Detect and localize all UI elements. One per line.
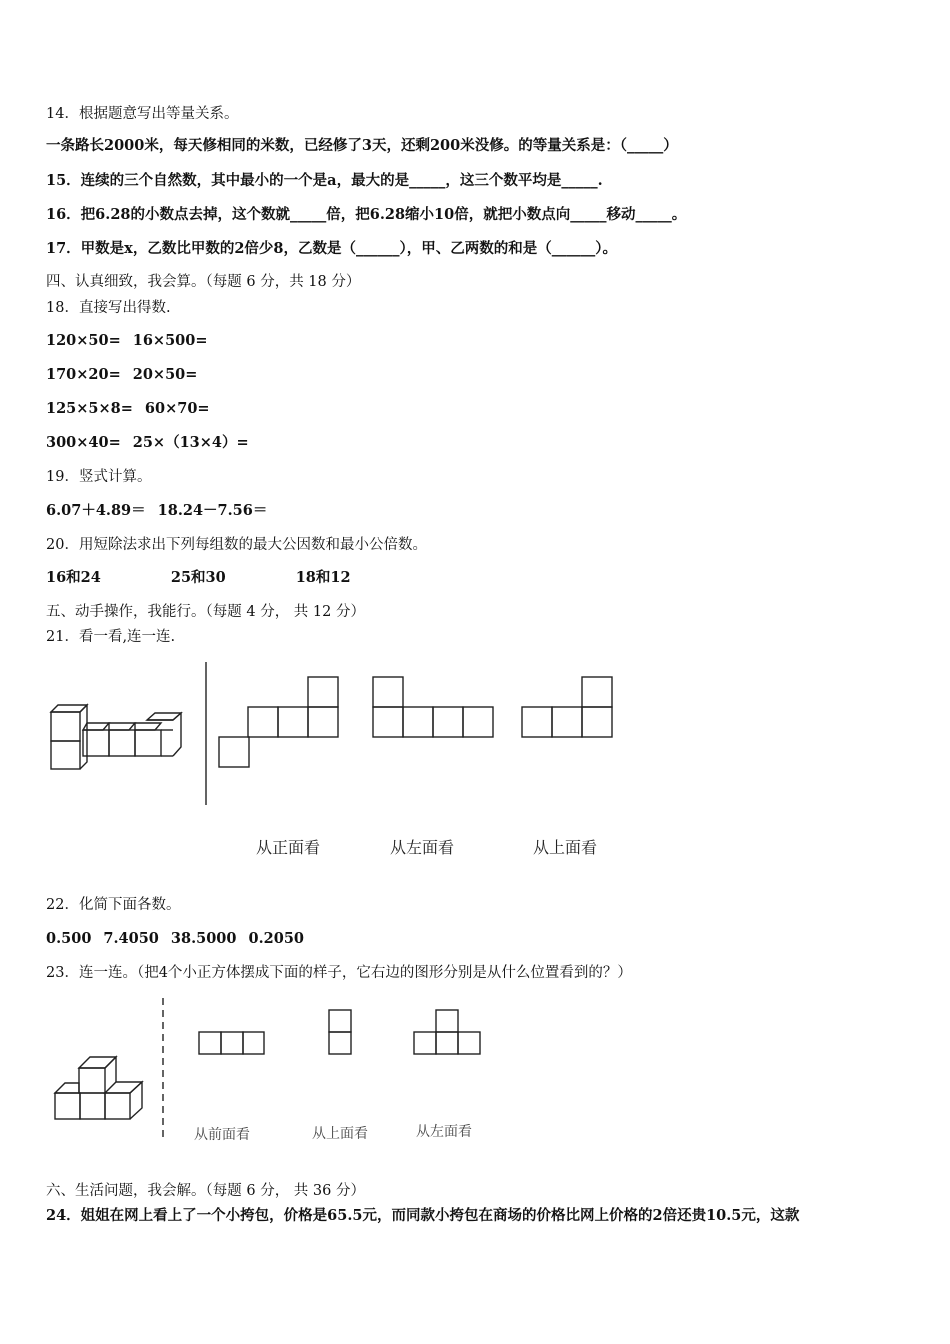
q22-title: 22．化简下面各数。 — [46, 897, 181, 913]
q18-item: 60×70= — [144, 400, 210, 417]
q20-title: 20．用短除法求出下列每组数的最大公因数和最小公倍数。 — [46, 537, 427, 553]
q23-caption-left: 从左面看 — [416, 1124, 472, 1140]
q23-divider — [162, 998, 166, 1142]
q23-caption-front: 从前面看 — [194, 1127, 250, 1143]
q21-cube-figure — [48, 705, 188, 785]
q19-title: 19．竖式计算。 — [46, 469, 152, 485]
q19-item: 18.24－7.56＝ — [157, 502, 268, 519]
q18-item: 20×50= — [132, 366, 198, 383]
q21-caption-front: 从正面看 — [256, 838, 321, 857]
q18-item: 16×500= — [132, 332, 208, 349]
section5-heading: 五、动手操作，我能行。（每题 4 分， 共 12 分） — [46, 604, 365, 620]
q20-item: 18和12 — [295, 569, 351, 586]
q19-items — [46, 501, 267, 521]
q18-item: 300×40= — [46, 434, 121, 451]
q24-text: 24．姐姐在网上看上了一个小挎包，价格是65.5元，而同款小挎包在商场的价格比网上价格的2倍还贵10.5元，这款 — [46, 1207, 800, 1224]
q18-row — [46, 433, 249, 453]
q14-text: 一条路长2000米，每天修相同的米数，已经修了3天，还剩200米没修。的等量关系是：（_____） — [46, 137, 678, 154]
q23-view-2 — [328, 1009, 354, 1057]
q23-view-3 — [413, 1009, 483, 1057]
q22-item: 0.500 — [46, 930, 92, 947]
q23-title: 23．连一连。（把4个小正方体摆成下面的样子，它右边的图形分别是从什么位置看到的？） — [46, 965, 632, 981]
q18-item: 125×5×8= — [46, 400, 133, 417]
section6-heading: 六、生活问题，我会解。（每题 6 分， 共 36 分） — [46, 1183, 365, 1199]
q21-caption-left: 从左面看 — [390, 838, 455, 857]
q23-cube-figure — [54, 1053, 154, 1125]
q20-item: 25和30 — [170, 569, 226, 586]
q18-title: 18．直接写出得数. — [46, 300, 171, 316]
q18-row — [46, 399, 210, 419]
q20-item: 16和24 — [46, 569, 101, 586]
q18-item: 120×50= — [46, 332, 121, 349]
q17-text: 17．甲数是x，乙数比甲数的2倍少8，乙数是（______），甲、乙两数的和是（______）。 — [46, 240, 617, 257]
q22-item: 38.5000 — [170, 930, 237, 947]
q21-divider — [205, 662, 209, 806]
q21-caption-top: 从上面看 — [533, 838, 598, 857]
q22-item: 7.4050 — [103, 930, 159, 947]
q22-items — [46, 929, 304, 949]
q21-view-1 — [218, 676, 342, 770]
q19-item: 6.07＋4.89＝ — [46, 502, 146, 519]
q22-item: 0.2050 — [248, 930, 304, 947]
q15-text: 15．连续的三个自然数，其中最小的一个是a，最大的是_____，这三个数平均是_____. — [46, 172, 603, 189]
q21-title: 21．看一看,连一连. — [46, 629, 176, 645]
q14-title: 14．根据题意写出等量关系。 — [46, 106, 239, 122]
q18-item: 170×20= — [46, 366, 121, 383]
q20-items — [46, 568, 351, 588]
q18-item: 25×（13×4）= — [132, 434, 249, 451]
q21-view-3 — [521, 676, 615, 740]
q21-view-2 — [372, 676, 496, 740]
q18-row — [46, 331, 208, 351]
q16-text: 16．把6.28的小数点去掉，这个数就_____倍，把6.28缩小10倍，就把小数点向_____移动_____。 — [46, 206, 687, 223]
q18-row — [46, 365, 197, 385]
q23-view-1 — [198, 1031, 266, 1057]
q23-caption-top: 从上面看 — [312, 1126, 368, 1142]
section4-heading: 四、认真细致，我会算。（每题 6 分，共 18 分） — [46, 274, 361, 290]
